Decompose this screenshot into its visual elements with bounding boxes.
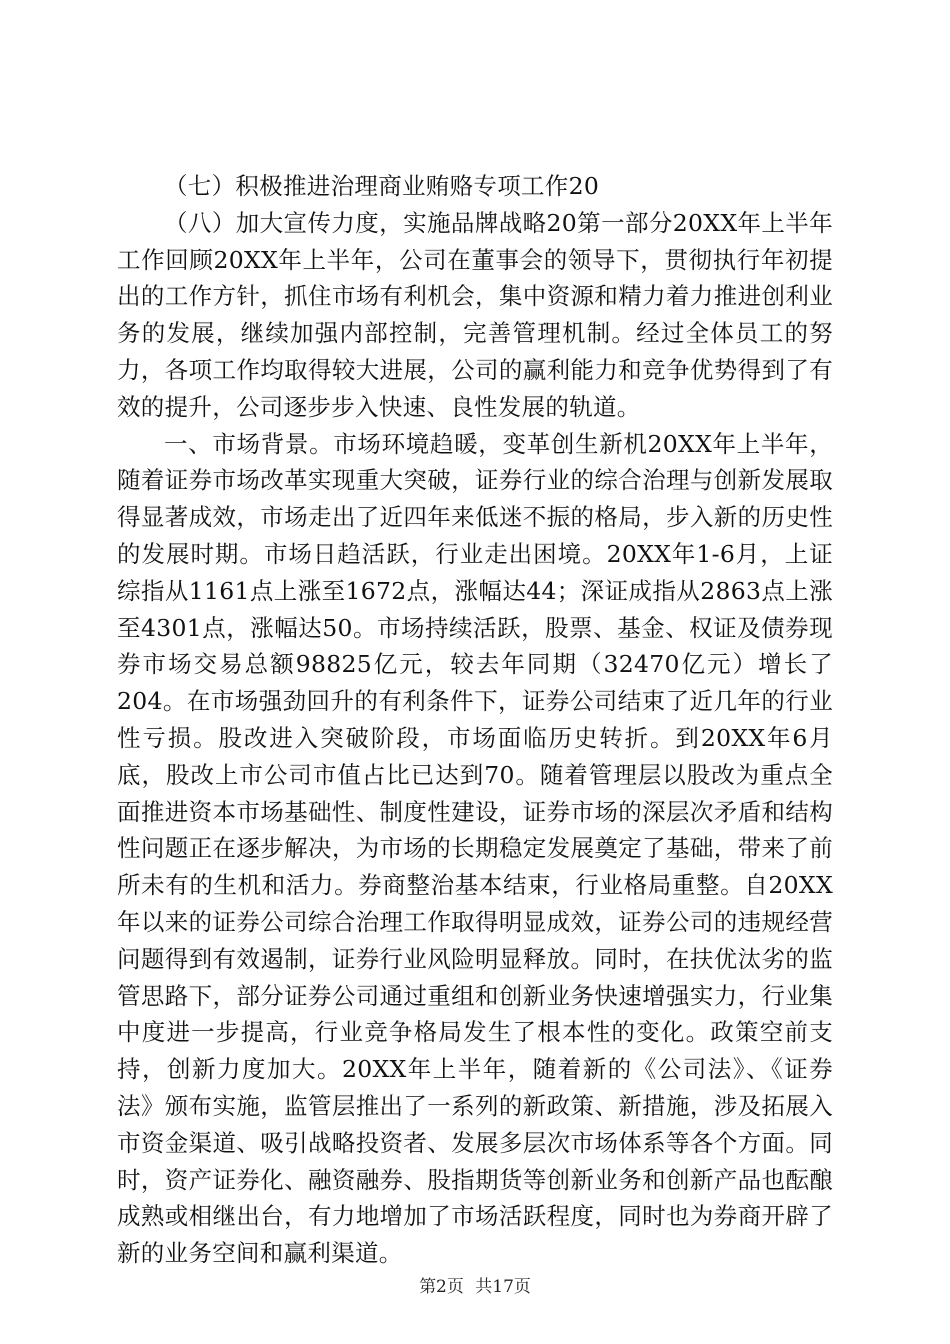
paragraph-market-background: 一、市场背景。市场环境趋暖，变革创生新机20XX年上半年，随着证券市场改革实现重大突破，证券行业的综合治理与创新发展取得显著成效，市场走出了近四年来低迷不振的格局，步入新的历史性的发展时期。市场日趋活跃，行业走出困境。20XX年1-6月，上证综指从1161点上涨至1672点，涨幅达44；深证成指从2863点上涨至4301点，涨幅达50。市场持续活跃，股票、基金、权证及债券现券市场交易总额98825亿元，较去年同期（32470亿元）增长了204。在市场强劲回升的有利条件下，证券公司结束了近几年的行业性亏损。股改进入突破阶段，市场面临历史转折。到20XX年6月底，股改上市公司市值占比已达到70。随着管理层以股改为重点全面推进资本市场基础性、制度性建设，证券市场的深层次矛盾和结构性问题正在逐步解决，为市场的长期稳定发展奠定了基础，带来了前所未有的生机和活力。券商整治基本结束，行业格局重整。自20XX年以来的证券公司综合治理工作取得明显成效，证券公司的违规经营问题得到有效遏制，证券行业风险明显释放。同时，在扶优汰劣的监管思路下，部分证券公司通过重组和创新业务快速增强实力，行业集中度进一步提高，行业竞争格局发生了根本性的变化。政策空前支持，创新力度加大。20XX年上半年，随着新的《公司法》、《证券法》颁布实施，监管层推出了一系列的新政策、新措施，涉及拓展入市资金渠道、吸引战略投资者、发展多层次市场体系等各个方面。同时，资产证券化、融资融券、股指期货等创新业务和创新产品也酝酿成熟或相继出台，有力地增加了市场活跃程度，同时也为券商开辟了新的业务空间和赢利渠道。 — [117, 429, 833, 1268]
page-footer — [0, 1276, 950, 1298]
document-body — [117, 168, 833, 1272]
paragraph-item-8-summary: （八）加大宣传力度，实施品牌战略20第一部分20XX年上半年工作回顾20XX年上半年，公司在董事会的领导下，贯彻执行年初提出的工作方针，抓住市场有利机会，集中资源和精力着力推进创利业务的发展，继续加强内部控制，完善管理机制。经过全体员工的努力，各项工作均取得较大进展，公司的赢利能力和竞争优势得到了有效的提升，公司逐步步入快速、良性发展的轨道。 — [117, 208, 833, 421]
page-total: 共17页 — [475, 1277, 531, 1297]
paragraph-item-7: （七）积极推进治理商业贿赂专项工作20 — [164, 172, 600, 200]
page-number: 第2页 — [419, 1277, 464, 1297]
